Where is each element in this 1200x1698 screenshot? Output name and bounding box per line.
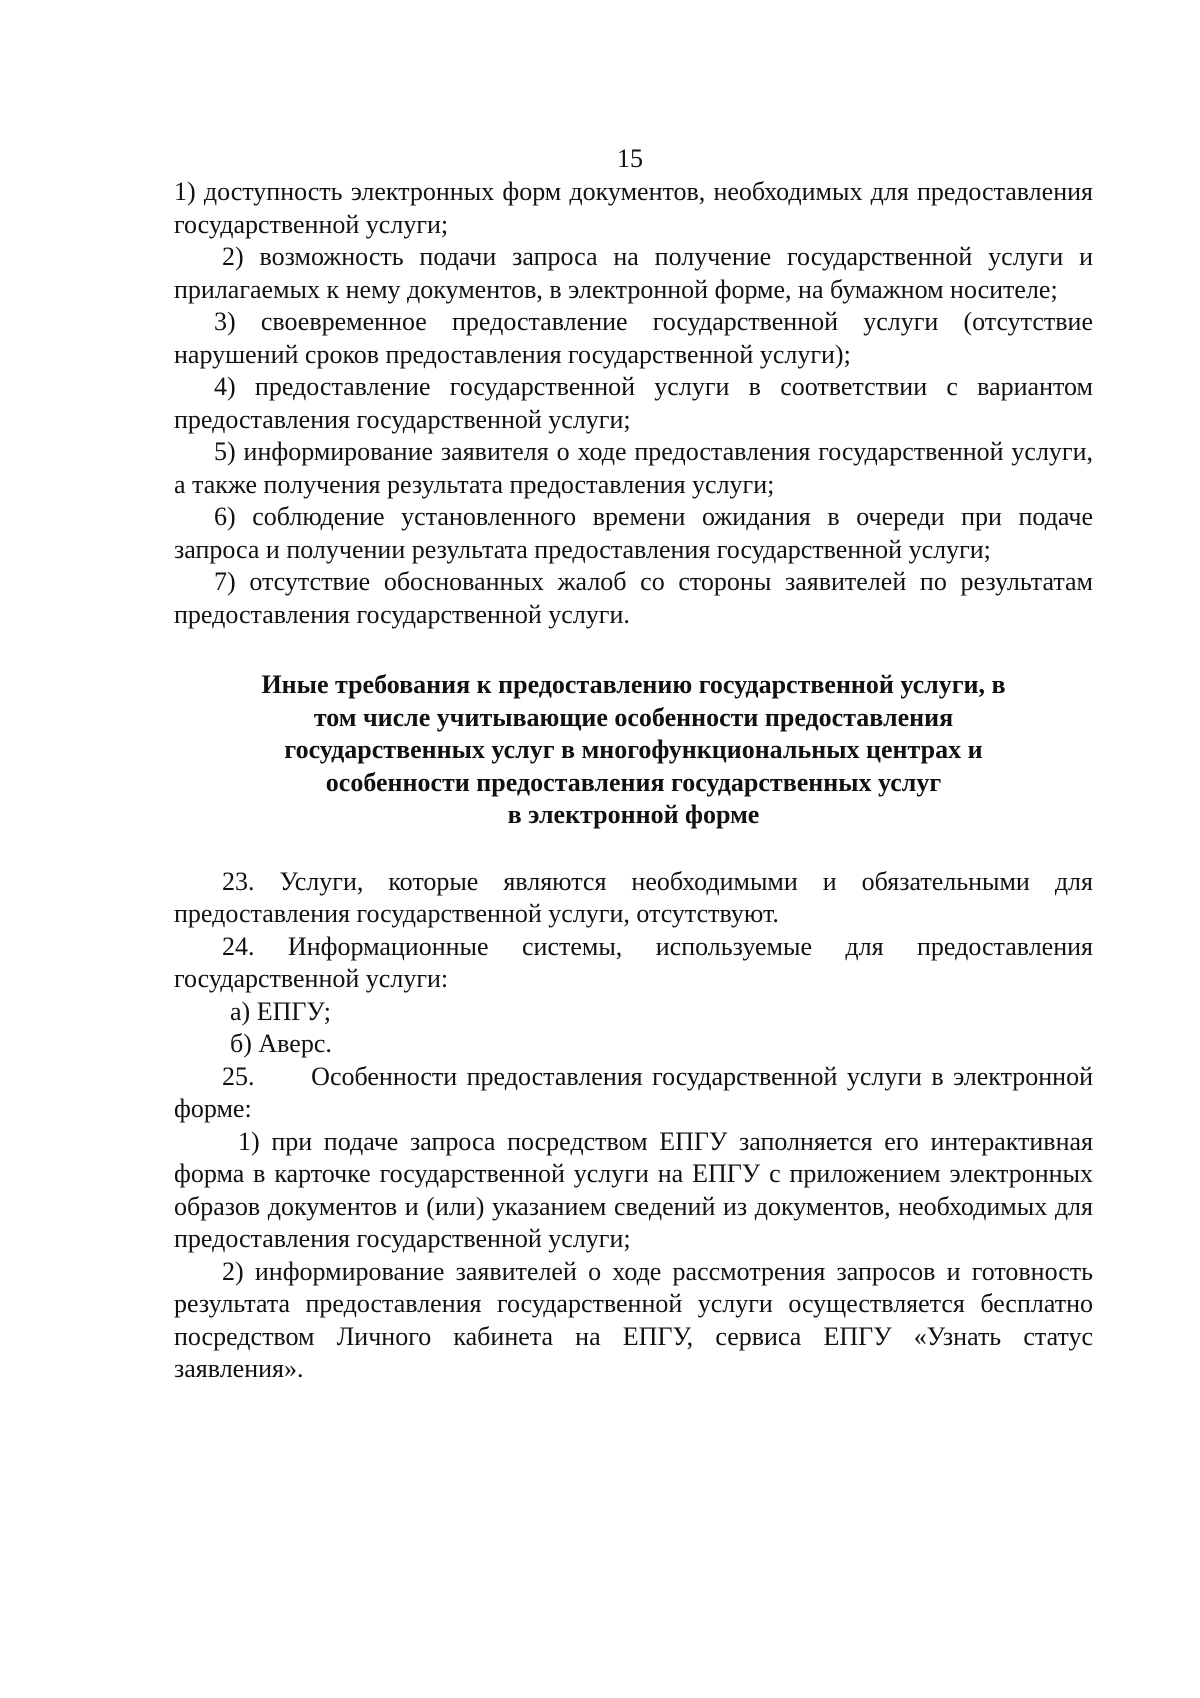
- paragraph-24-a: а) ЕПГУ;: [230, 996, 332, 1026]
- page-number: 15: [617, 144, 643, 173]
- heading-line: особенности предоставления государственных услуг: [325, 767, 942, 797]
- list-item-7: 7) отсутствие обоснованных жалоб со стороны заявителей по результатам предоставления государственной услуги.: [174, 567, 1093, 629]
- list-item-2: 2) возможность подачи запроса на получение государственной услуги и прилагаемых к нему документов, в электронной форме, на бумажном носителе;: [174, 242, 1093, 304]
- list-item-5: 5) информирование заявителя о ходе предоставления государственной услуги, а также получения результата предоставления услуги;: [174, 437, 1093, 499]
- paragraph-25-item-1: 1) при подаче запроса посредством ЕПГУ заполняется его интерактивная форма в карточке государственной услуги на ЕПГУ с приложением электронных образов документов и (или) указанием сведений из документов, необходимых для предоставления государственной услуги;: [174, 1126, 1093, 1253]
- list-item-6: 6) соблюдение установленного времени ожидания в очереди при подаче запроса и получении результата предоставления государственной услуги;: [174, 502, 1093, 564]
- heading-line: том числе учитывающие особенности предоставления: [313, 702, 954, 732]
- heading-line: в электронной форме: [507, 800, 760, 829]
- heading-line: государственных услуг в многофункциональных центрах и: [284, 735, 983, 764]
- paragraph-24-b: б) Аверс.: [230, 1029, 332, 1058]
- list-item-4: 4) предоставление государственной услуги в соответствии с вариантом предоставления государственной услуги;: [174, 372, 1093, 434]
- paragraph-25-item-2: 2) информирование заявителей о ходе рассмотрения запросов и готовность результата предоставления государственной услуги осуществляется бесплатно посредством Личного кабинета на ЕПГУ, сервиса ЕПГУ «Узнать статус заявления».: [174, 1256, 1093, 1383]
- paragraph-23: 23. Услуги, которые являются необходимыми и обязательными для предоставления государственной услуги, отсутствуют.: [174, 866, 1093, 928]
- paragraph-24: 24. Информационные системы, используемые для предоставления государственной услуги:: [174, 931, 1093, 993]
- list-item-1: 1) доступность электронных форм документов, необходимых для предоставления государственной услуги;: [174, 177, 1093, 239]
- section-heading: [174, 669, 1093, 832]
- paragraph-25: 25. Особенности предоставления государственной услуги в электронной форме:: [174, 1061, 1100, 1123]
- heading-line: Иные требования к предоставлению государственной услуги, в: [261, 670, 1006, 699]
- list-item-3: 3) своевременное предоставление государственной услуги (отсутствие нарушений сроков предоставления государственной услуги);: [174, 307, 1093, 369]
- document-body: [174, 176, 1100, 1386]
